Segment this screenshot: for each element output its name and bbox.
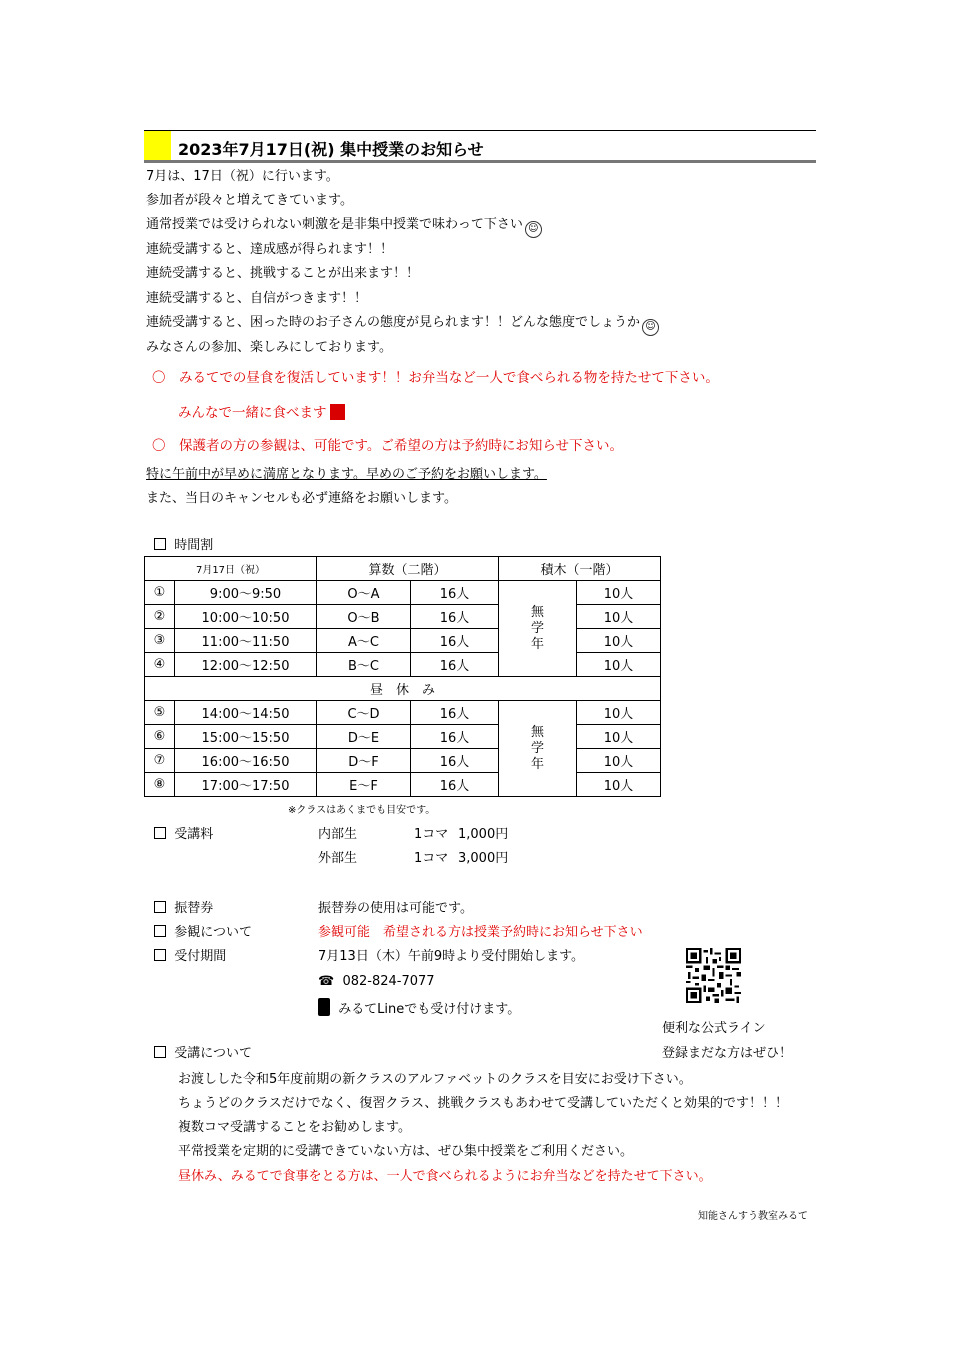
period-number: ③ — [145, 629, 175, 653]
period-time: 11:00〜11:50 — [175, 629, 317, 653]
math-capacity: 16人 — [411, 581, 499, 605]
break-row — [145, 677, 661, 701]
intro-text: 通常授業では受けられない刺激を是非集中授業で味わって下さい — [146, 217, 523, 232]
about-line: 複数コマ受講することをお勧めします。 — [178, 1120, 411, 1135]
no-grade-text: 無学年 — [531, 604, 545, 652]
about-label: 受講について — [174, 1046, 253, 1061]
about-line: 平常授業を定期的に受講できていない方は、ぜひ集中授業をご利用ください。 — [178, 1144, 634, 1159]
lunch-sub-notice — [178, 404, 345, 421]
block-capacity: 10人 — [577, 653, 661, 677]
block-capacity: 10人 — [577, 581, 661, 605]
page-title: 2023年7月17日(祝) 集中授業のお知らせ — [178, 140, 484, 159]
table-header-row — [145, 557, 661, 581]
qr-caption-2: 登録まだな方はぜひ！ — [662, 1046, 793, 1061]
title-top-rule — [144, 130, 816, 131]
qr-code-image — [686, 948, 741, 1003]
period-number: ② — [145, 605, 175, 629]
period-class: O〜B — [317, 605, 411, 629]
math-capacity: 16人 — [411, 773, 499, 797]
observation-label: 参観について — [174, 925, 253, 940]
period-number: ⑥ — [145, 725, 175, 749]
header-blocks: 積木（一階） — [499, 557, 661, 581]
fee-external-unit: 1コマ — [414, 851, 449, 866]
period-number: ⑧ — [145, 773, 175, 797]
period-number: ① — [145, 581, 175, 605]
no-grade-label — [499, 701, 577, 797]
header-math: 算数（二階） — [317, 557, 499, 581]
fee-internal-price: 1,000円 — [458, 827, 509, 842]
block-capacity: 10人 — [577, 701, 661, 725]
schedule-note: ※クラスはあくまでも目安です。 — [288, 805, 436, 816]
table-row — [145, 629, 661, 653]
observation-heading — [154, 925, 252, 941]
phone-icon: ☎ — [318, 974, 335, 989]
line-contact-text: みるてLineでも受け付けます。 — [338, 1002, 521, 1017]
table-row — [145, 701, 661, 725]
about-line: ちょうどのクラスだけでなく、復習クラス、挑戦クラスもあわせて受講していただくと効果的です！！！ — [178, 1096, 788, 1111]
fee-internal-unit: 1コマ — [414, 827, 449, 842]
period-class: C〜D — [317, 701, 411, 725]
math-capacity: 16人 — [411, 605, 499, 629]
intro-line — [146, 217, 542, 238]
period-number: ⑤ — [145, 701, 175, 725]
period-time: 12:00〜12:50 — [175, 653, 317, 677]
title-accent-block — [144, 131, 171, 162]
math-capacity: 16人 — [411, 749, 499, 773]
about-red-line: 昼休み、みるてで食事をとる方は、一人で食べられるようにお弁当などを持たせて下さい。 — [178, 1169, 712, 1184]
period-number: ④ — [145, 653, 175, 677]
no-grade-label — [499, 581, 577, 677]
checkbox-icon — [154, 827, 166, 839]
title-bottom-rule — [144, 160, 816, 163]
fee-label: 受講料 — [174, 827, 214, 842]
intro-line: 連続受講すると、挑戦することが出来ます！！ — [146, 266, 420, 281]
reception-value: 7月13日（木）午前9時より受付開始します。 — [318, 949, 585, 964]
schedule-heading — [154, 538, 213, 554]
timetable — [144, 556, 661, 797]
smile-emoji-icon: ☺ — [525, 221, 542, 238]
fee-external-label: 外部生 — [318, 851, 358, 866]
math-capacity: 16人 — [411, 653, 499, 677]
period-class: D〜F — [317, 749, 411, 773]
full-notice: 特に午前中が早めに満席となります。早めのご予約をお願いします。 — [146, 467, 547, 482]
mobile-phone-icon — [318, 998, 330, 1016]
intro-line: 連続受講すると、自信がつきます！！ — [146, 291, 368, 306]
table-row — [145, 653, 661, 677]
period-class: B〜C — [317, 653, 411, 677]
header-date: 7月17日（祝） — [145, 557, 317, 581]
math-capacity: 16人 — [411, 629, 499, 653]
table-row — [145, 773, 661, 797]
smile-emoji-icon: ☺ — [642, 319, 659, 336]
lunch-break-label: 昼 休 み — [145, 677, 661, 701]
math-capacity: 16人 — [411, 725, 499, 749]
line-contact — [318, 998, 520, 1018]
about-heading — [154, 1046, 252, 1062]
block-capacity: 10人 — [577, 629, 661, 653]
table-row — [145, 725, 661, 749]
period-class: O〜A — [317, 581, 411, 605]
math-capacity: 16人 — [411, 701, 499, 725]
table-row — [145, 581, 661, 605]
phone-line — [318, 974, 435, 990]
block-capacity: 10人 — [577, 773, 661, 797]
title-bar — [144, 130, 816, 163]
period-time: 15:00〜15:50 — [175, 725, 317, 749]
phone-number: 082-824-7077 — [342, 974, 435, 989]
period-time: 16:00〜16:50 — [175, 749, 317, 773]
checkbox-icon — [154, 1046, 166, 1058]
fee-external-price: 3,000円 — [458, 851, 509, 866]
fee-internal-label: 内部生 — [318, 827, 358, 842]
lunch-sub-text: みんなで一緒に食べます — [178, 405, 327, 421]
reception-label: 受付期間 — [174, 949, 227, 964]
observation-value: 参観可能 希望される方は授業予約時にお知らせ下さい — [318, 925, 643, 940]
table-row — [145, 605, 661, 629]
observe-notice: 〇 保護者の方の参観は、可能です。ご希望の方は予約時にお知らせ下さい。 — [152, 438, 624, 454]
checkbox-icon — [154, 949, 166, 961]
block-capacity: 10人 — [577, 605, 661, 629]
block-capacity: 10人 — [577, 725, 661, 749]
voucher-label: 振替券 — [174, 901, 214, 916]
no-grade-text: 無学年 — [531, 724, 545, 772]
fee-heading — [154, 827, 213, 843]
intro-line — [146, 315, 659, 336]
intro-line: みなさんの参加、楽しみにしております。 — [146, 340, 392, 355]
period-time: 14:00〜14:50 — [175, 701, 317, 725]
period-number: ⑦ — [145, 749, 175, 773]
voucher-value: 振替券の使用は可能です。 — [318, 901, 473, 916]
reception-heading — [154, 949, 226, 965]
period-class: D〜E — [317, 725, 411, 749]
period-class: E〜F — [317, 773, 411, 797]
period-time: 9:00〜9:50 — [175, 581, 317, 605]
checkbox-icon — [154, 925, 166, 937]
lunch-icon — [330, 404, 345, 420]
intro-text: 連続受講すると、困った時のお子さんの態度が見られます！！どんな態度でしょうか — [146, 315, 641, 330]
cancel-notice: また、当日のキャンセルも必ず連絡をお願いします。 — [146, 491, 457, 506]
lunch-notice: 〇 みるてでの昼食を復活しています！！お弁当など一人で食べられる物を持たせて下さい。 — [152, 370, 719, 386]
schedule-heading-text: 時間割 — [174, 538, 214, 553]
table-row — [145, 749, 661, 773]
voucher-heading — [154, 901, 213, 917]
block-capacity: 10人 — [577, 749, 661, 773]
checkbox-icon — [154, 538, 166, 550]
period-time: 17:00〜17:50 — [175, 773, 317, 797]
intro-line: 連続受講すると、達成感が得られます！！ — [146, 242, 394, 257]
about-line: お渡しした令和5年度前期の新クラスのアルファベットのクラスを目安にお受け下さい。 — [178, 1072, 692, 1087]
checkbox-icon — [154, 901, 166, 913]
intro-line: 参加者が段々と増えてきています。 — [146, 193, 353, 208]
qr-caption-1: 便利な公式ライン — [662, 1021, 766, 1036]
period-time: 10:00〜10:50 — [175, 605, 317, 629]
footer-school-name: 知能さんすう教室みるて — [698, 1211, 808, 1222]
intro-line: 7月は、17日（祝）に行います。 — [146, 169, 339, 184]
period-class: A〜C — [317, 629, 411, 653]
